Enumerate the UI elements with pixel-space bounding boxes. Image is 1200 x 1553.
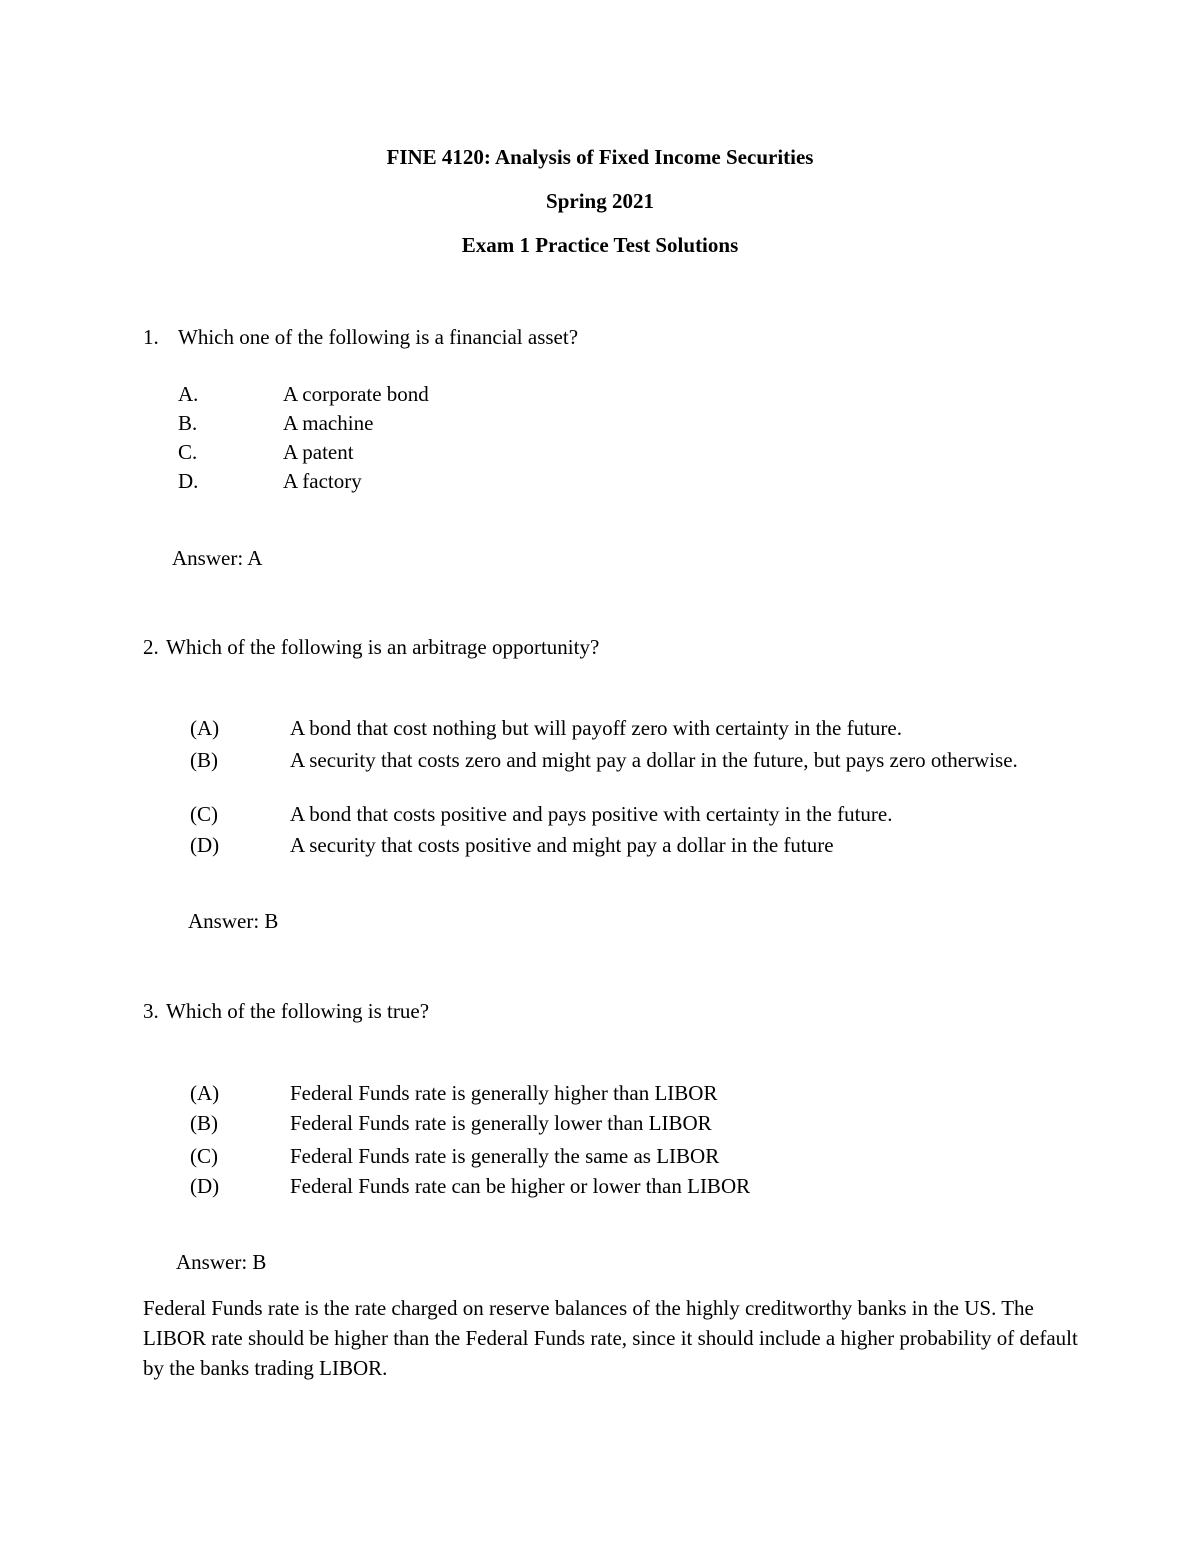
option-label: D. bbox=[178, 469, 199, 493]
option-text: A security that costs positive and might pay a dollar in the future bbox=[290, 833, 834, 857]
option-text: Federal Funds rate is generally higher than LIBOR bbox=[290, 1081, 718, 1105]
option-label: C. bbox=[178, 440, 198, 464]
question-number: 1. bbox=[143, 325, 159, 349]
option-text: A factory bbox=[283, 469, 362, 493]
answer-text: Answer: A bbox=[172, 546, 263, 570]
option-label: (A) bbox=[190, 716, 220, 740]
option-label: (B) bbox=[190, 748, 218, 772]
option-label: (C) bbox=[190, 802, 218, 826]
option-text: A bond that costs positive and pays positive with certainty in the future. bbox=[290, 802, 893, 826]
option-label: B. bbox=[178, 411, 198, 435]
option-text: A machine bbox=[283, 411, 374, 435]
question-number: 2. bbox=[143, 635, 159, 659]
question-text: Which of the following is an arbitrage opportunity? bbox=[166, 635, 600, 659]
option-text: A security that costs zero and might pay a dollar in the future, but pays zero otherwise. bbox=[290, 748, 1018, 772]
option-label: (C) bbox=[190, 1144, 218, 1168]
option-label: (D) bbox=[190, 1174, 220, 1198]
term-title: Spring 2021 bbox=[546, 189, 654, 213]
explanation-paragraph: Federal Funds rate is the rate charged on reserve balances of the highly creditworthy banks in the US. The LIBOR rate should be higher than the Federal Funds rate, since it should include a higher probability of default by the banks trading LIBOR. bbox=[143, 1296, 1078, 1380]
exam-title: Exam 1 Practice Test Solutions bbox=[461, 233, 739, 257]
course-title: FINE 4120: Analysis of Fixed Income Securities bbox=[386, 145, 814, 169]
option-text: Federal Funds rate is generally lower than LIBOR bbox=[290, 1111, 712, 1135]
question-text: Which one of the following is a financial asset? bbox=[178, 325, 579, 349]
option-text: Federal Funds rate is generally the same as LIBOR bbox=[290, 1144, 720, 1168]
option-text: A corporate bond bbox=[283, 382, 429, 406]
option-text: A bond that cost nothing but will payoff zero with certainty in the future. bbox=[290, 716, 902, 740]
option-label: A. bbox=[178, 382, 199, 406]
option-label: (B) bbox=[190, 1111, 218, 1135]
option-text: Federal Funds rate can be higher or lower than LIBOR bbox=[290, 1174, 751, 1198]
option-text: A patent bbox=[283, 440, 354, 464]
answer-text: Answer: B bbox=[188, 909, 279, 933]
question-text: Which of the following is true? bbox=[166, 999, 430, 1023]
question-number: 3. bbox=[143, 999, 159, 1023]
option-label: (D) bbox=[190, 833, 220, 857]
option-label: (A) bbox=[190, 1081, 220, 1105]
answer-text: Answer: B bbox=[176, 1250, 267, 1274]
